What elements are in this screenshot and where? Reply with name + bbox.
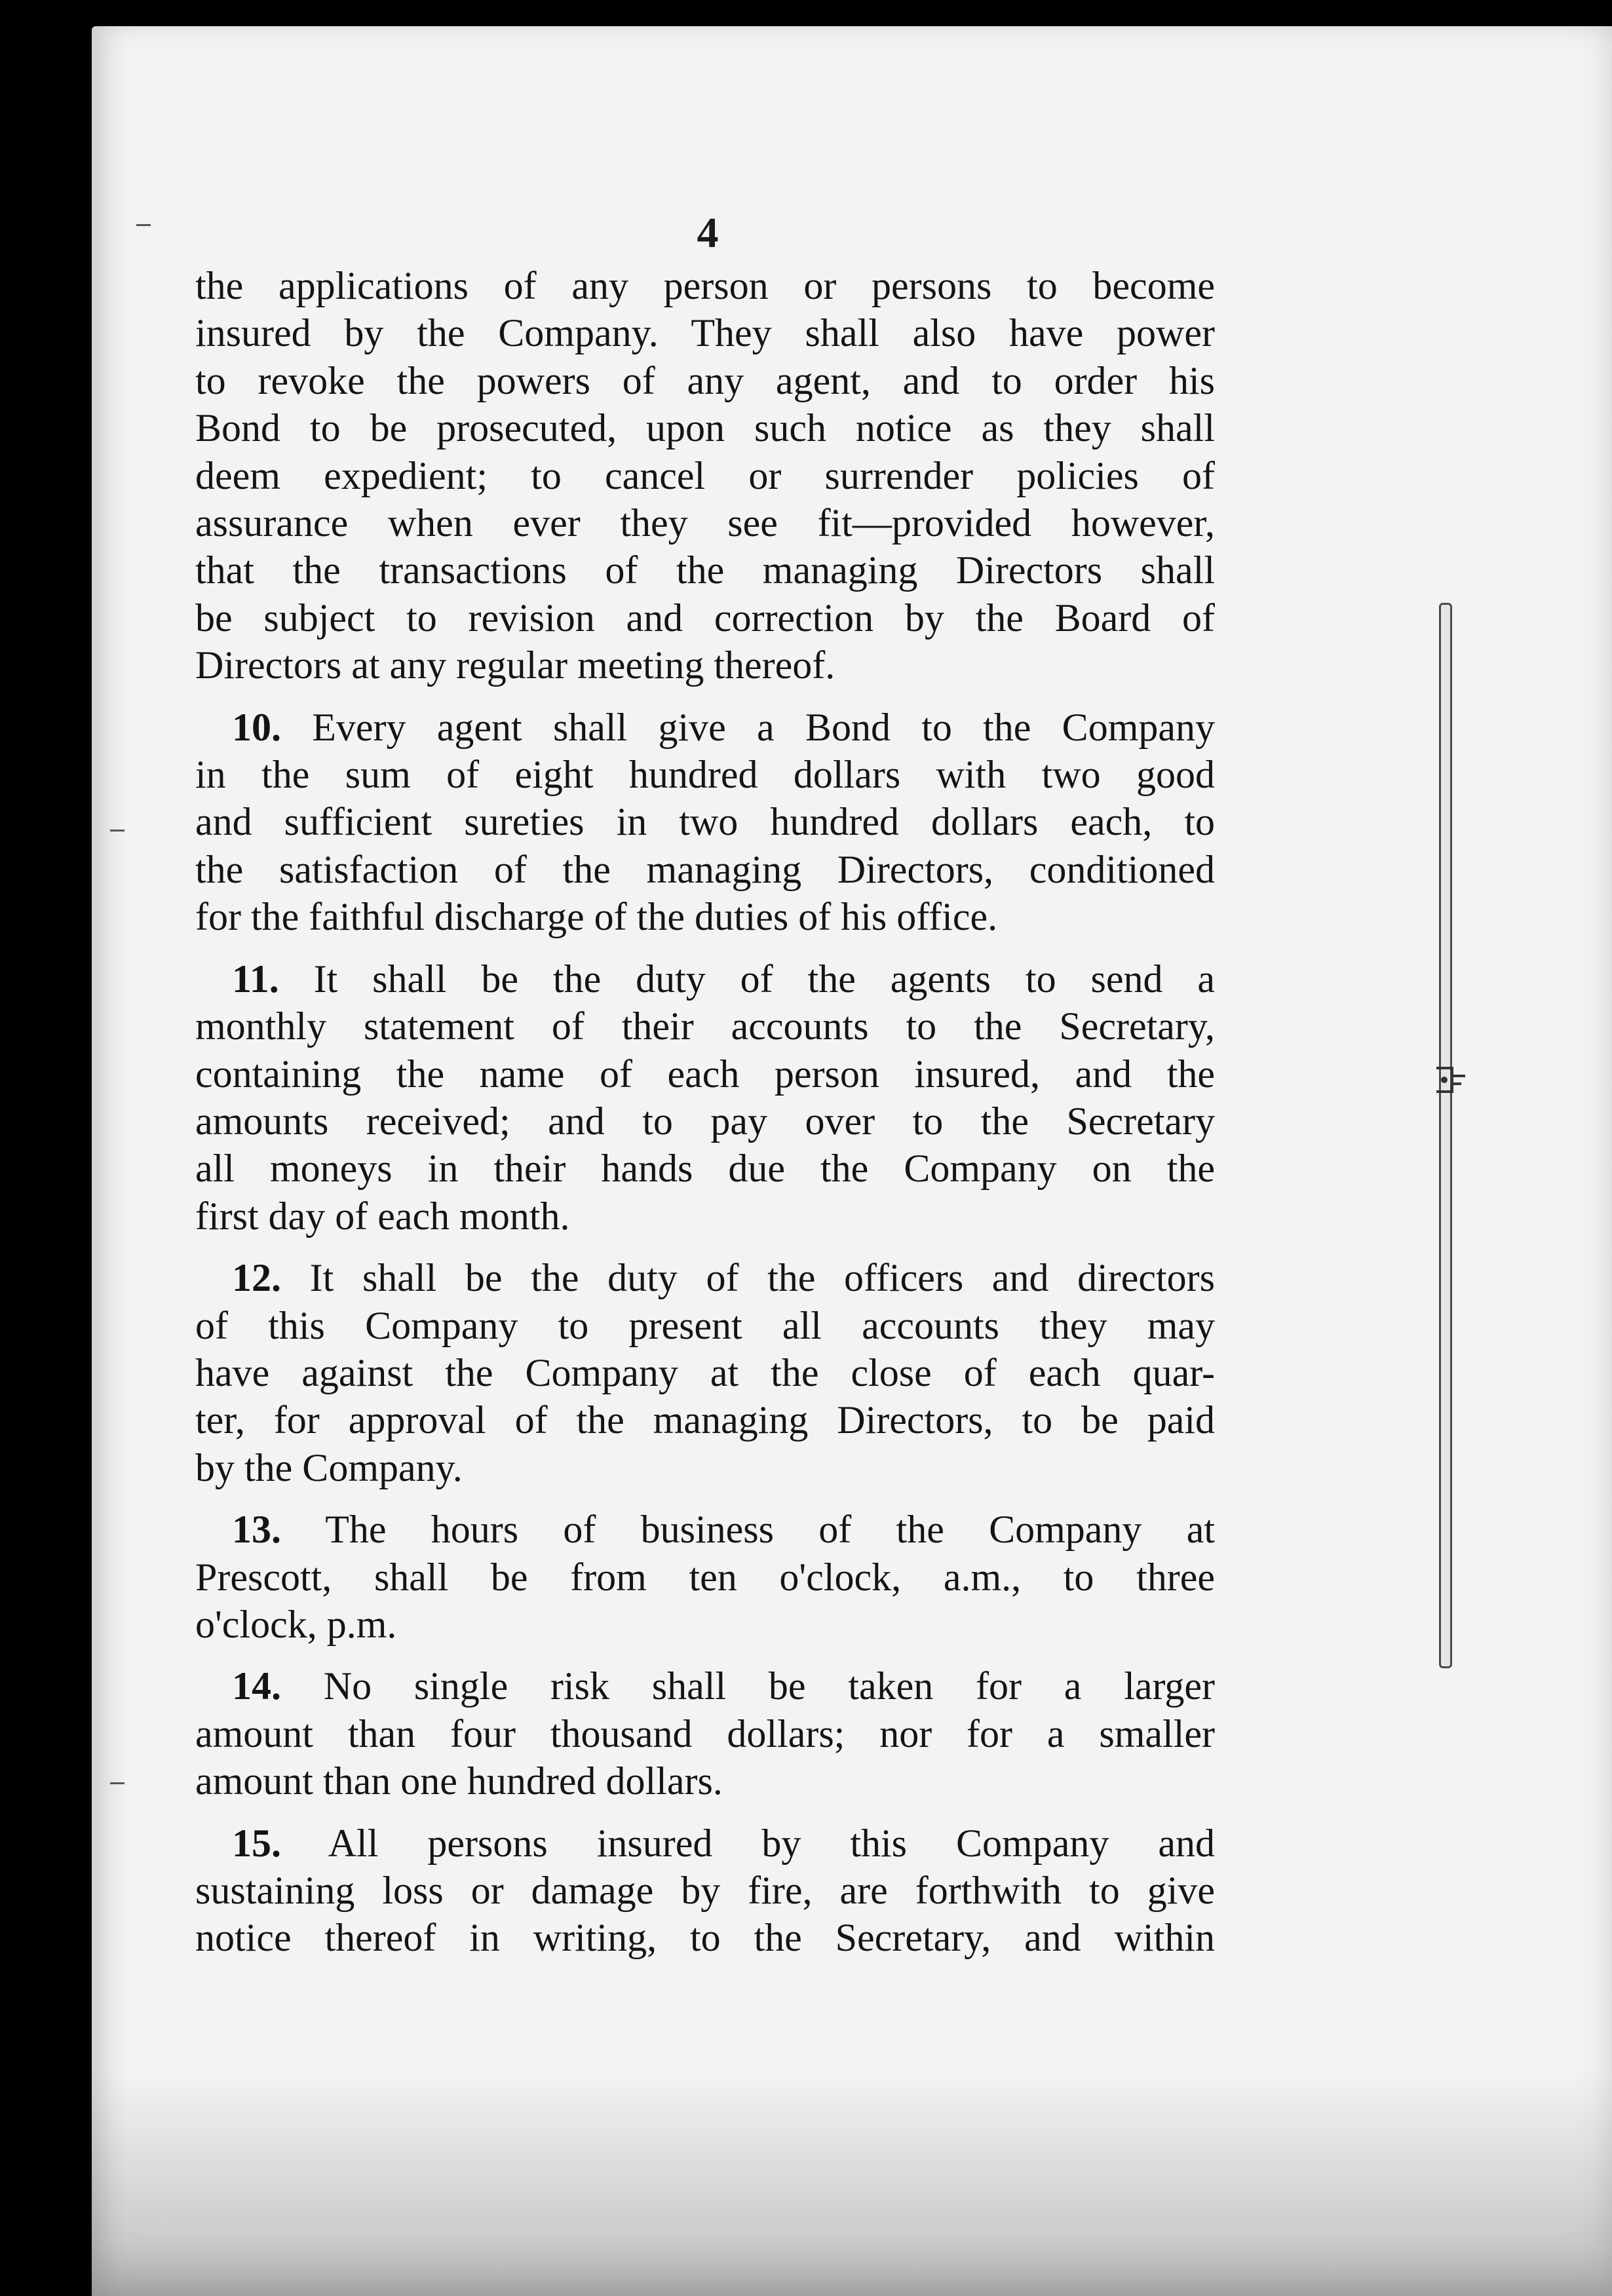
text-line: the applications of any person or persons to become: [195, 264, 1215, 307]
section-12: [195, 1254, 1215, 1491]
section-number: 10.: [232, 705, 281, 749]
section-number: 11.: [232, 957, 279, 1001]
section-number: 12.: [232, 1256, 281, 1300]
section-number: 13.: [232, 1508, 281, 1552]
text-line: 15. All persons insured by this Company and: [232, 1821, 1215, 1865]
margin-mark-bottom: [110, 1782, 125, 1784]
text-line: by the Company.: [195, 1445, 463, 1489]
text-line: deem expedient; to cancel or surrender policies of: [195, 453, 1215, 497]
text-line: to revoke the powers of any agent, and to order his: [195, 358, 1215, 402]
text-line: assurance when ever they see fit—provided however,: [195, 501, 1215, 545]
text-line: all moneys in their hands due the Company on the: [195, 1147, 1215, 1191]
text-line: first day of each month.: [195, 1194, 570, 1238]
paragraph-intro: [195, 262, 1215, 689]
margin-mark-top: [136, 224, 151, 226]
text-line: notice thereof in writing, to the Secretary, and within: [195, 1916, 1215, 1960]
binding-clip-icon: [1432, 1059, 1473, 1101]
text-line: that the transactions of the managing Directors shall: [195, 548, 1215, 592]
text-line: sustaining loss or damage by fire, are forthwith to give: [195, 1869, 1215, 1912]
text-line: of this Company to present all accounts they may: [195, 1303, 1215, 1347]
text-line: Directors at any regular meeting thereof.: [195, 643, 835, 687]
binding-rail: [1439, 603, 1452, 1668]
text-line: in the sum of eight hundred dollars with two good: [195, 753, 1215, 797]
text-line: Prescott, shall be from ten o'clock, a.m., to three: [195, 1555, 1215, 1599]
text-line: insured by the Company. They shall also have power: [195, 311, 1215, 355]
document-body: [195, 262, 1215, 1976]
text-line: 11. It shall be the duty of the agents to send a: [232, 957, 1216, 1001]
text-line: be subject to revision and correction by the Board of: [195, 596, 1215, 640]
text-line: 12. It shall be the duty of the officers and directors: [232, 1256, 1215, 1300]
section-number: 15.: [232, 1821, 281, 1865]
text-line: for the faithful discharge of the duties of his office.: [195, 895, 998, 939]
text-line: containing the name of each person insured, and the: [195, 1052, 1215, 1096]
section-10: [195, 704, 1215, 941]
text-line: amount than four thousand dollars; nor for a smaller: [195, 1712, 1215, 1755]
text-line: and sufficient sureties in two hundred dollars each, to: [195, 800, 1215, 844]
page-number: 4: [697, 209, 719, 257]
text-line: the satisfaction of the managing Directors, conditioned: [195, 847, 1215, 891]
text-line: 14. No single risk shall be taken for a larger: [232, 1664, 1216, 1708]
section-14: [195, 1662, 1215, 1805]
margin-mark-left: [110, 830, 125, 832]
text-line: 13. The hours of business of the Company at: [232, 1508, 1216, 1552]
text-line: amounts received; and to pay over to the Secretary: [195, 1099, 1215, 1143]
text-line: monthly statement of their accounts to the Secretary,: [195, 1004, 1215, 1048]
text-line: Bond to be prosecuted, upon such notice as they shall: [195, 406, 1215, 450]
section-13: [195, 1506, 1215, 1648]
text-line: 10. Every agent shall give a Bond to the Company: [232, 705, 1215, 749]
text-line: ter, for approval of the managing Directors, to be paid: [195, 1398, 1215, 1442]
text-line: amount than one hundred dollars.: [195, 1759, 723, 1803]
section-number: 14.: [232, 1664, 281, 1708]
section-15: [195, 1820, 1215, 1962]
text-line: have against the Company at the close of each quar-: [195, 1350, 1215, 1394]
section-11: [195, 955, 1215, 1240]
text-line: o'clock, p.m.: [195, 1602, 397, 1646]
